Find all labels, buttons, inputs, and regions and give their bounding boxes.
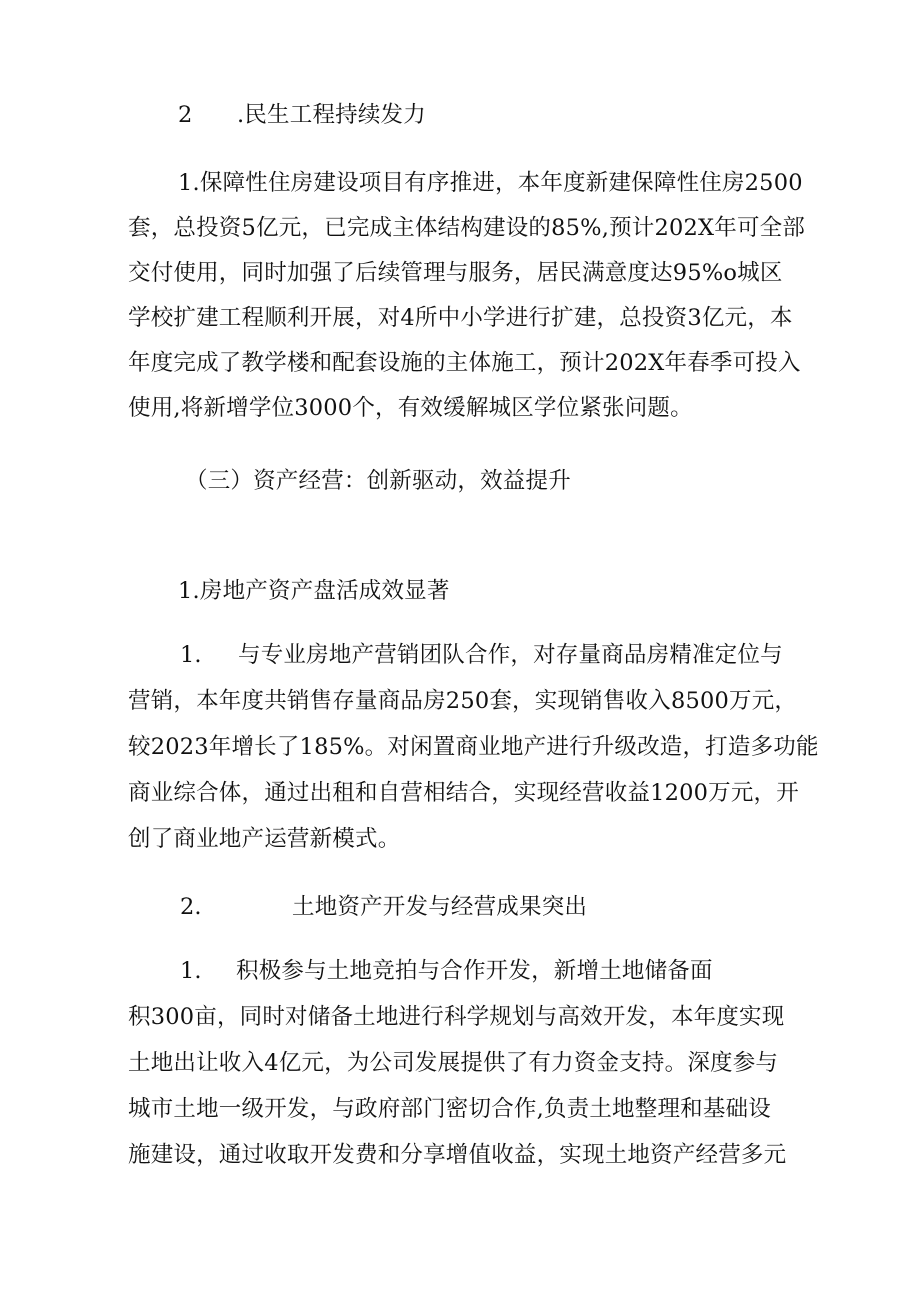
subsection-heading: 1.房地产资产盘活成效显著 xyxy=(178,578,450,604)
paragraph-line: 积300亩，同时对储备土地进行科学规划与高效开发，本年度实现 xyxy=(128,1004,785,1030)
paragraph-line: 城市土地一级开发，与政府部门密切合作,负责土地整理和基础设 xyxy=(128,1096,771,1122)
paragraph-line: 套，总投资5亿元，已完成主体结构建设的85%,预计202X年可全部 xyxy=(128,215,806,241)
paragraph-line: 年度完成了教学楼和配套设施的主体施工，预计202X年春季可投入 xyxy=(128,350,801,376)
paragraph-line: 营销，本年度共销售存量商品房250套，实现销售收入8500万元， xyxy=(128,688,798,714)
paragraph-line: 1.保障性住房建设项目有序推进，本年度新建保障性住房2500 xyxy=(178,170,803,196)
paragraph-line: 使用,将新增学位3000个，有效缓解城区学位紧张问题。 xyxy=(128,395,693,421)
section-number: 2 xyxy=(178,102,193,128)
section-heading: .民生工程持续发力 xyxy=(237,102,426,128)
paragraph-line: 商业综合体，通过出租和自营相结合，实现经营收益1200万元，开 xyxy=(128,780,799,806)
paragraph-line: 积极参与土地竞拍与合作开发，新增土地储备面 xyxy=(236,958,713,984)
paragraph-line: 施建设，通过收取开发费和分享增值收益，实现土地资产经营多元 xyxy=(128,1142,787,1168)
paragraph-line: 较2023年增长了185%。对闲置商业地产进行升级改造，打造多功能 xyxy=(128,734,819,760)
list-number: 1. xyxy=(180,642,202,668)
subsection-number: 2. xyxy=(180,894,202,920)
paragraph-line: 学校扩建工程顺利开展，对4所中小学进行扩建，总投资3亿元，本 xyxy=(128,305,793,331)
subsection-heading: 土地资产开发与经营成果突出 xyxy=(292,894,588,920)
list-number: 1. xyxy=(180,958,202,984)
chapter-heading: （三）资产经营：创新驱动，效益提升 xyxy=(185,468,571,494)
paragraph-line: 与专业房地产营销团队合作，对存量商品房精准定位与 xyxy=(238,642,783,668)
paragraph-line: 交付使用，同时加强了后续管理与服务，居民满意度达95%o城区 xyxy=(128,260,783,286)
paragraph-line: 土地出让收入4亿元，为公司发展提供了有力资金支持。深度参与 xyxy=(128,1050,779,1076)
paragraph-line: 创了商业地产运营新模式。 xyxy=(128,826,401,852)
